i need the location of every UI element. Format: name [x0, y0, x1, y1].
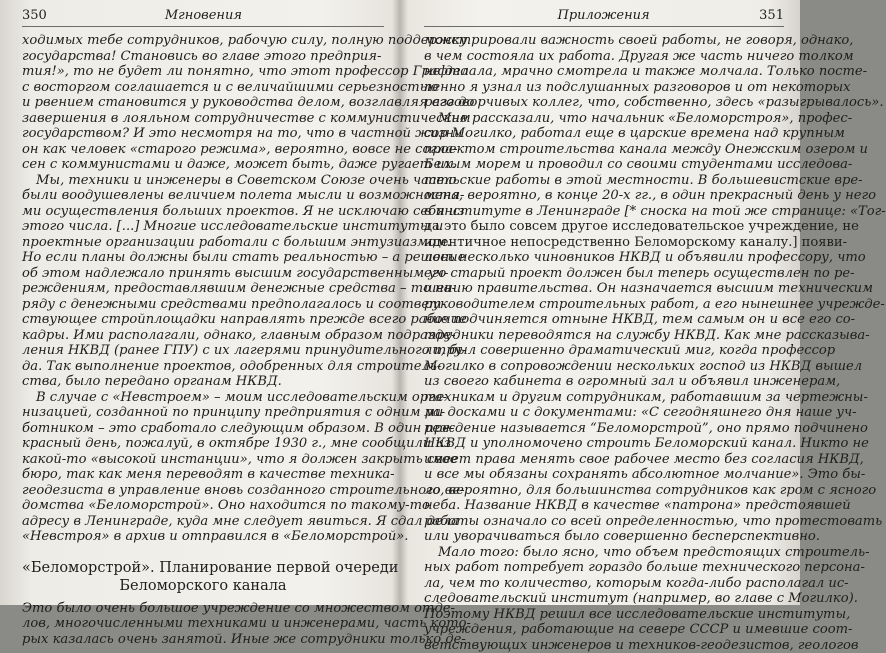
text-line: проектные организации работали с большим энтузиазмом.	[22, 235, 384, 251]
section-heading	[22, 559, 384, 595]
text-line: пенно я узнал из подслушанных разговоров и от некоторых	[424, 80, 784, 96]
text-line: не делала, мрачно смотрела и также молчала. Только посте-	[424, 64, 784, 80]
text-line: Белым морем и проводил со своими студентами исследова-	[424, 157, 784, 173]
text-line: красный день, пожалуй, в октябре 1930 г., мне сообщили из	[22, 436, 384, 452]
text-line: и все мы обязаны сохранять абсолютное молчание». Это бы-	[424, 467, 784, 483]
text-line: сен с коммунистами и даже, может быть, даже ругает их.	[22, 157, 384, 173]
text-line: ходимых тебе сотрудников, рабочую силу, полную поддержку	[22, 33, 384, 49]
text-line: реждение называется “Беломорстрой”, оно прямо подчинено	[424, 421, 784, 437]
text-line: ряду с денежными средствами предполагалось и соответ-	[22, 297, 384, 313]
text-line: этого числа. [...] Многие исследовательские институты и	[22, 219, 384, 235]
text-line: тия!», то не будет ли понятно, что этот профессор Графто	[22, 64, 384, 80]
text-line: из своего кабинета в огромный зал и объявил инженерам,	[424, 374, 784, 390]
text-line: его старый проект должен был теперь осуществлен по ре-	[424, 266, 784, 282]
text-line: какой-то «высокой инстанции», что я должен закрыть свое	[22, 452, 384, 468]
text-line: шению правительства. Он назначается высшим техническим	[424, 281, 784, 297]
text-line: государства! Становись во главе этого предприя-	[22, 49, 384, 65]
text-line: ления НКВД (ранее ГПУ) с их лагерями принудительного тру-	[22, 343, 384, 359]
text-line: следовательский институт (например, во главе с Могилко).	[424, 591, 784, 607]
text-line: проектом строительства канала между Онежским озером и	[424, 142, 784, 158]
text-line: ми досками и с документами: «С сегодняшнего дня наше уч-	[424, 405, 784, 421]
text-line: ли, был совершенно драматический миг, когда профессор	[424, 343, 784, 359]
text-line: завершения в лояльном сотрудничестве с коммунистическим	[22, 111, 384, 127]
text-line: в институте в Ленинграде [* сноска на той же странице: «Тог-	[424, 204, 784, 220]
left-page	[0, 0, 398, 605]
text-line: Могилко в сопровождении нескольких господ из НКВД вышел	[424, 359, 784, 375]
text-line: неба. Название НКВД в качестве «патрона» предстоявшей	[424, 498, 784, 514]
right-running-head	[424, 8, 784, 27]
text-line: трудники переводятся на службу НКВД. Как мне рассказыва-	[424, 328, 784, 344]
text-line: и рвением становится у руководства делом, возглавляя его до	[22, 95, 384, 111]
text-line: да это было совсем другое исследовательское учреждение, не	[424, 219, 784, 235]
left-body-text	[22, 33, 384, 545]
text-line: ботником – это сработало следующим образом. В один пре-	[22, 421, 384, 437]
text-line: мена, вероятно, в конце 20-х гг., в один прекрасный день у него	[424, 188, 784, 204]
text-line: ствующее стройплощадки направлять прежде всего рабочие	[22, 312, 384, 328]
text-line: об этом надлежало принять высшим государственным уч-	[22, 266, 384, 282]
text-line: НКВД и уполномочено строить Беломорский канал. Никто не	[424, 436, 784, 452]
text-line: ние подчиняется отныне НКВД, тем самым он и все его со-	[424, 312, 784, 328]
text-line: государством? И это несмотря на то, что в частной жизни	[22, 126, 384, 142]
text-line: Но если планы должны были стать реальностью – а решение	[22, 250, 384, 266]
left-running-head	[22, 8, 384, 27]
left-body-text-continued	[22, 601, 384, 648]
right-running-title: Приложения	[558, 8, 650, 24]
text-line: разговорчивых коллег, что, собственно, здесь «разыгрывалось».	[424, 95, 784, 111]
text-line: адресу в Ленинграде, куда мне следует явиться. Я сдал дела	[22, 514, 384, 530]
text-line: были воодушевлены величием полета мысли и возможностя-	[22, 188, 384, 204]
text-line: сор Могилко, работал еще в царские времена над крупным	[424, 126, 784, 142]
text-line: В случае с «Невстроем» – моим исследовательским орга-	[22, 390, 384, 406]
left-running-title: Мгновения	[165, 8, 242, 24]
text-line: Это было очень большое учреждение со множеством отде-	[22, 601, 384, 617]
text-line: ных работ потребует гораздо больше технического персона-	[424, 560, 784, 576]
text-line: бюро, так как меня переводят в качестве техника-	[22, 467, 384, 483]
text-line: кадры. Ими располагали, однако, главным образом подразде-	[22, 328, 384, 344]
text-line: работы означало со всей определенностью, что протестовать	[424, 514, 784, 530]
section-heading-line: Беломорского канала	[22, 577, 384, 595]
text-line: учреждения, работающие на севере СССР и имевшие соот-	[424, 622, 784, 638]
text-line: руководителем строительных работ, а его нынешнее учрежде-	[424, 297, 784, 313]
text-line: лов, многочисленными техниками и инженерами, часть кото-	[22, 616, 384, 632]
section-heading-line: «Беломорстрой». Планирование первой очереди	[22, 559, 384, 577]
text-line: идентичное непосредственно Беломорскому каналу.] появи-	[424, 235, 784, 251]
text-line: рых казалась очень занятой. Иные же сотрудники только де-	[22, 632, 384, 648]
text-line: с восторгом соглашается и с величайшими серьезностью	[22, 80, 384, 96]
text-line: геодезиста в управление вновь созданного строительного ве-	[22, 483, 384, 499]
text-line: низацией, созданной по принципу предприятия с одним ра-	[22, 405, 384, 421]
text-line: или уворачиваться было совершенно бесперспективно.	[424, 529, 784, 545]
text-line: монстрировали важность своей работы, не говоря, однако,	[424, 33, 784, 49]
text-line: реждениям, предоставлявшим денежные средства – то на-	[22, 281, 384, 297]
text-line: тельские работы в этой местности. В большевистские вре-	[424, 173, 784, 189]
text-line: ла, чем то количество, которым когда-либо располагал ис-	[424, 576, 784, 592]
text-line: Мы, техники и инженеры в Советском Союзе очень часто	[22, 173, 384, 189]
text-line: в чем состояла их работа. Другая же часть ничего толком	[424, 49, 784, 65]
text-line: Мало того: было ясно, что объем предстоящих строитель-	[424, 545, 784, 561]
text-line: ло, вероятно, для большинства сотрудников как гром с ясного	[424, 483, 784, 499]
text-line: ства, было передано органам НКВД.	[22, 374, 384, 390]
text-line: «Невстроя» в архив и отправился в «Беломорстрой».	[22, 529, 384, 545]
text-line: имеет права менять свое рабочее место без согласия НКВД,	[424, 452, 784, 468]
text-line: техникам и другим сотрудникам, работавшим за чертежны-	[424, 390, 784, 406]
text-line: Мне рассказали, что начальник «Беломорстроя», профес-	[424, 111, 784, 127]
left-page-number: 350	[22, 8, 47, 24]
right-page-number: 351	[759, 8, 784, 24]
text-line: домства «Беломорстрой». Оно находится по такому-то	[22, 498, 384, 514]
text-line: лось несколько чиновников НКВД и объявили профессору, что	[424, 250, 784, 266]
text-line: Поэтому НКВД решил все исследовательские институты,	[424, 607, 784, 623]
text-line: ветствующих инженеров и техников-геодезистов, геологов	[424, 638, 784, 653]
text-line: ми осуществления больших проектов. Я не исключаю себя из	[22, 204, 384, 220]
right-page	[402, 0, 800, 605]
text-line: да. Так выполнение проектов, одобренных для строитель-	[22, 359, 384, 375]
text-line: он как человек «старого режима», вероятно, вовсе не согла-	[22, 142, 384, 158]
right-body-text	[424, 33, 784, 653]
